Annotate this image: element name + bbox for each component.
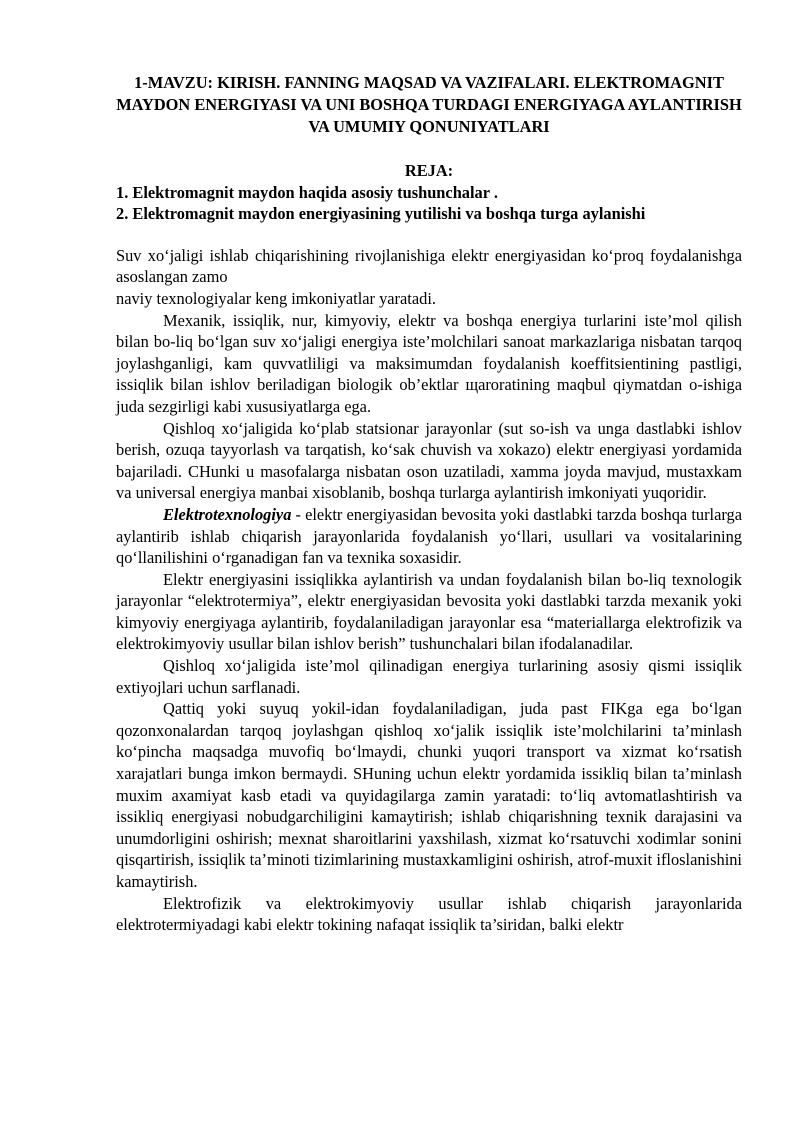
paragraph-text: naviy texnologiyalar keng imkoniyatlar yaratadi.	[116, 288, 436, 308]
document-title: 1-MAVZU: KIRISH. FANNING MAQSAD VA VAZIFALARI. ELEKTROMAGNIT MAYDON ENERGIYASI VA UNI BOSHQA TURDAGI ENERGIYAGA AYLANTIRISH VA UMUMIY QONUNIYATLARI	[116, 73, 742, 136]
paragraph	[116, 504, 742, 569]
paragraph-text: Suv xo‘jaligi ishlab chiqarishining rivojlanishiga elektr energiyasidan ko‘proq foydalanishga asoslangan zamo	[116, 245, 742, 287]
paragraph: Qattiq yoki suyuq yokil-idan foydalaniladigan, juda past FIKga ega bo‘lgan qozonxonalardan tarqoq joylashgan qishloq xo‘jalik issiqlik iste’molchilarini ta’minlash ko‘pincha maqsadga muvofiq bo‘lmaydi, chunki yuqori transport va xizmat ko‘rsatish xarajatlari bunga imkon bermaydi. SHuning uchun elektr yordamida issikliq bilan ta’minlash muxim axamiyat kasb etadi va quyidagilarga zamin yaratadi: to‘liq avtomatlashtirish va issikliq energiyasi nobudgarchiligini kamaytirish; ishlab chiqarishning texnik darajasini va unumdorligini oshirish; mexnat sharoitlarini yaxshilash, xizmat ko‘rsatuvchi xodimlar sonini qisqartirish, issiqlik ta’minoti tizimlarining mustaxkamligini oshirish, atrof-muxit ifloslanishini kamaytirish.	[116, 699, 742, 891]
paragraph: Mexanik, issiqlik, nur, kimyoviy, elektr va boshqa energiya turlarini iste’mol qilish bilan bo-liq bo‘lgan suv xo‘jaligi energiya iste’molchilari sanoat markazlariga nisbatan tarqoq joylashganligi, kam quvvatliligi va maksimumdan foydalanish koeffitsientining pastligi, issiqlik bilan ishlov beriladigan biologik ob’ektlar щaroratining maqbul qiymatdan o-ishiga juda sezgirligi kabi xususiyatlarga ega.	[116, 310, 742, 416]
plan-item: 1. Elektromagnit maydon haqida asosiy tushunchalar .	[116, 182, 498, 202]
paragraph: Qishloq xo‘jaligida ko‘plab statsionar jarayonlar (sut so-ish va unga dastlabki ishlov berish, ozuqa tayyorlash va tarqatish, ko‘sak chuvish va xokazo) elektr energiyasi yordamida bajariladi. CHunki u masofalarga nisbatan oson uzatiladi, xamma joyda mavjud, mustaxkam va universal energiya manbai xisoblanib, boshqa turlarga aylantirish imkoniyati yuqoridir.	[116, 418, 742, 503]
plan-section	[116, 160, 742, 225]
term-highlight: Elektrotexnologiya	[163, 504, 292, 524]
paragraph: Qishloq xo‘jaligida iste’mol qilinadigan energiya turlarining asosiy qismi issiqlik extiyojlari uchun sarflanadi.	[116, 656, 742, 697]
document-page	[116, 72, 742, 936]
paragraph-text: - elektr energiyasidan bevosita yoki dastlabki tarzda boshqa turlarga aylantirib ishlab chiqarish jarayonlarida foydalanish yo‘llari, usullari va vositalarining qo‘llanilishini o‘rganadigan fan va texnika soxasidir.	[116, 504, 742, 568]
paragraph	[116, 245, 742, 310]
plan-heading: REJA:	[404, 161, 454, 180]
plan-item: 2. Elektromagnit maydon energiyasining yutilishi va boshqa turga aylanishi	[116, 204, 646, 224]
paragraph: Elektrofizik va elektrokimyoviy usullar ishlab chiqarish jarayonlarida elektrotermiyadagi kabi elektr tokining nafaqat issiqlik ta’siridan, balki elektr	[116, 893, 742, 935]
paragraph: Elektr energiyasini issiqlikka aylantirish va undan foydalanish bilan bo-liq texnologik jarayonlar “elektrotermiya”, elektr energiyasidan bevosita yoki dastlabki tarzda mexanik yoki kimyoviy energiyaga aylantirib, foydalaniladigan jarayonlar esa “materiallarga elektrofizik va elektrokimyoviy usullar bilan ishlov berish” tushunchalari bilan ifodalanadilar.	[116, 569, 742, 654]
